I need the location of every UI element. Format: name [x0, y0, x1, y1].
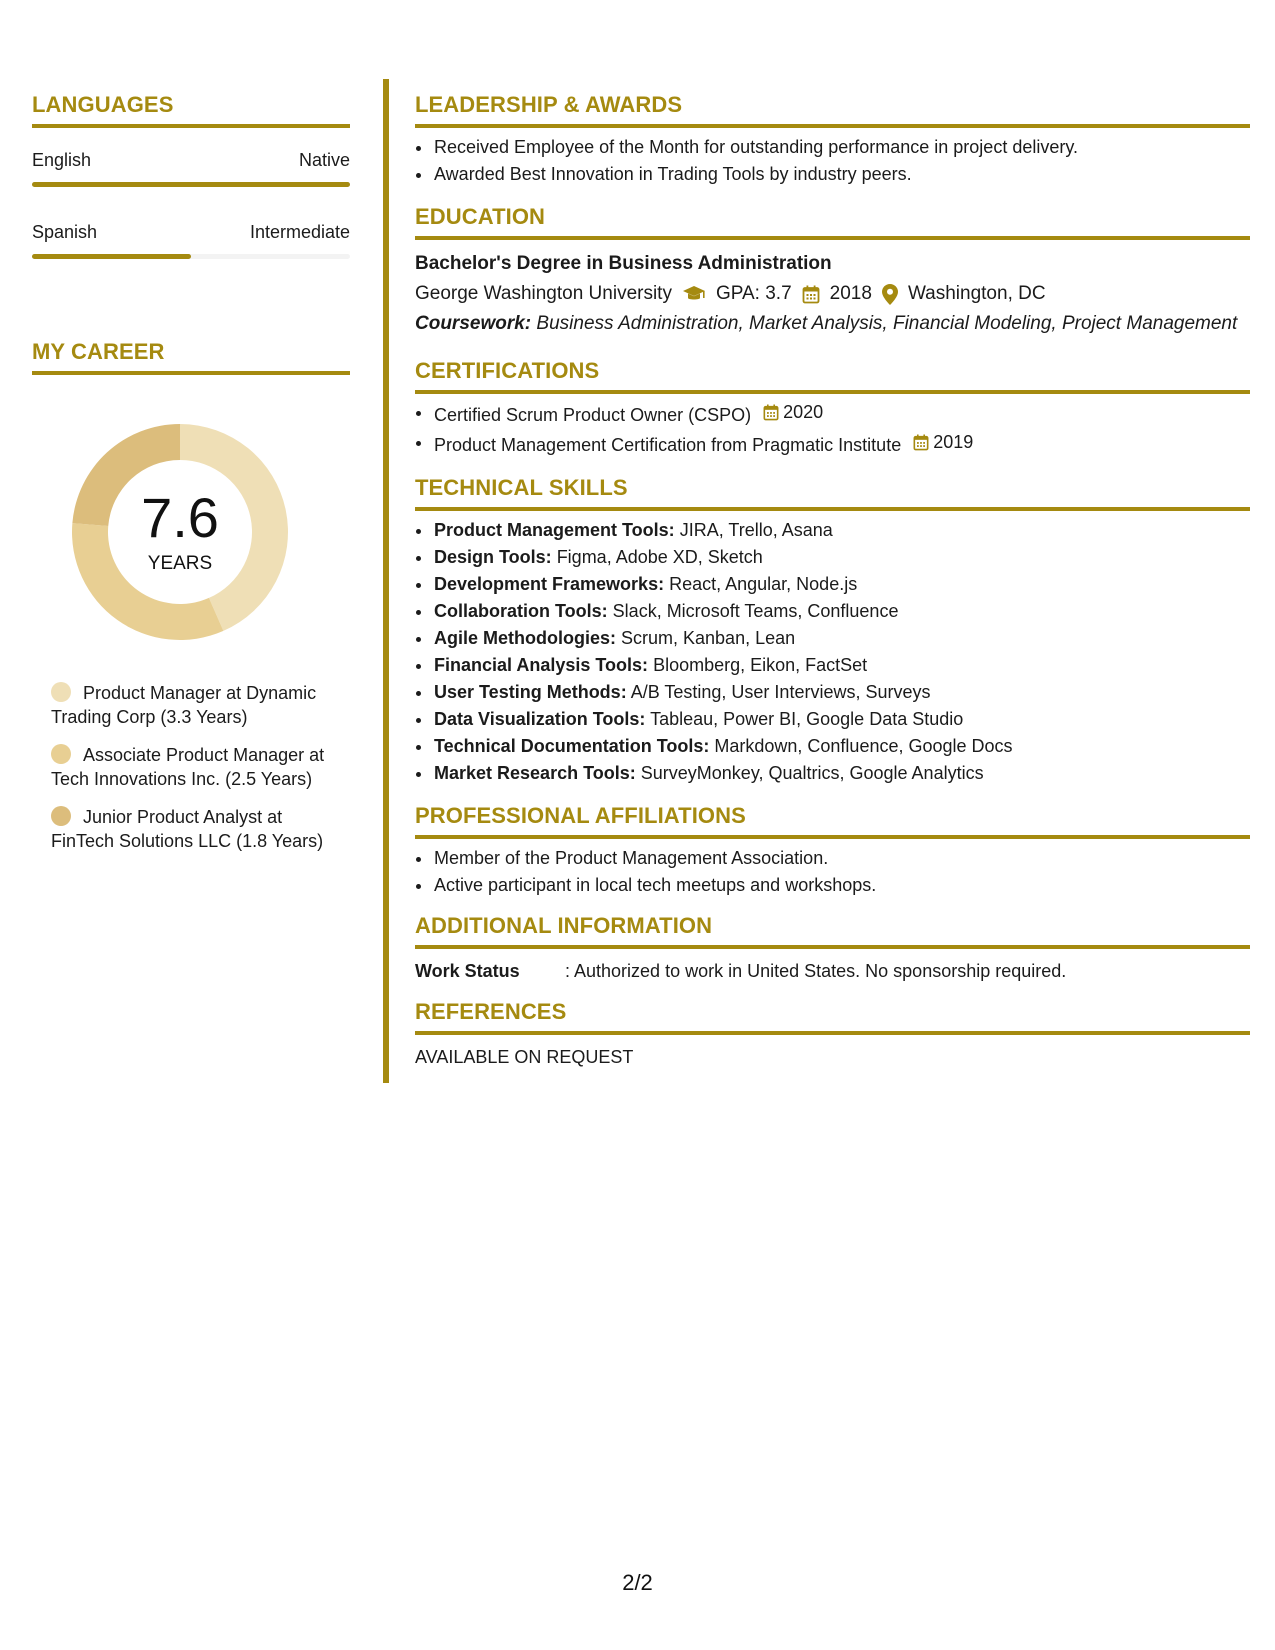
- skill-label: Design Tools:: [434, 547, 552, 567]
- affiliations-title: PROFESSIONAL AFFILIATIONS: [415, 803, 746, 828]
- list-item: [415, 706, 1250, 733]
- skill-label: Financial Analysis Tools:: [434, 655, 649, 675]
- skills-title: TECHNICAL SKILLS: [415, 475, 628, 500]
- technical-skills-section: [415, 475, 1250, 787]
- additional-title: ADDITIONAL INFORMATION: [415, 913, 713, 938]
- skill-label: Data Visualization Tools:: [434, 709, 646, 729]
- skill-value: Slack, Microsoft Teams, Confluence: [612, 601, 899, 621]
- references-section: [415, 999, 1250, 1069]
- career-role-label: Associate Product Manager at Tech Innovations Inc. (2.5 Years): [51, 745, 325, 789]
- career-total-unit: YEARS: [147, 553, 213, 574]
- education-section: [415, 204, 1250, 336]
- right-column: [415, 92, 1250, 1069]
- list-item: [415, 544, 1250, 571]
- section-rule: [32, 124, 350, 128]
- list-item: [415, 399, 1250, 429]
- list-item: [415, 571, 1250, 598]
- list-item: [415, 517, 1250, 544]
- certification-year: 2019: [933, 432, 974, 452]
- list-item: Received Employee of the Month for outstanding performance in project delivery.: [415, 134, 1250, 161]
- school-location: Washington, DC: [907, 283, 1046, 304]
- school-name: George Washington University: [415, 283, 672, 304]
- calendar-icon: [913, 434, 929, 451]
- language-level: Intermediate: [249, 222, 350, 242]
- location-pin-icon: [882, 284, 898, 305]
- language-proficiency-fill: [32, 254, 191, 259]
- career-legend-item: [51, 743, 331, 791]
- skill-value: Scrum, Kanban, Lean: [621, 628, 796, 648]
- language-name: English: [32, 150, 92, 170]
- legend-dot: [51, 806, 71, 826]
- career-legend: [32, 681, 350, 853]
- section-rule: [32, 371, 350, 375]
- skill-value: JIRA, Trello, Asana: [679, 520, 833, 540]
- list-item: [415, 429, 1250, 459]
- certifications-title: CERTIFICATIONS: [415, 358, 600, 383]
- list-item: Active participant in local tech meetups and workshops.: [415, 872, 1250, 899]
- work-status-label: Work Status: [415, 961, 520, 981]
- skill-label: Development Frameworks:: [434, 574, 665, 594]
- skill-label: Agile Methodologies:: [434, 628, 616, 648]
- list-item: Member of the Product Management Association.: [415, 845, 1250, 872]
- references-title: REFERENCES: [415, 999, 567, 1024]
- legend-dot: [51, 744, 71, 764]
- additional-info-section: [415, 913, 1250, 983]
- degree-name: Bachelor's Degree in Business Administration: [415, 253, 832, 274]
- calendar-icon: [763, 404, 779, 421]
- legend-dot: [51, 682, 71, 702]
- list-item: [415, 652, 1250, 679]
- calendar-icon: [802, 285, 820, 304]
- certification-name: Product Management Certification from Pragmatic Institute: [434, 435, 902, 455]
- skill-value: React, Angular, Node.js: [669, 574, 858, 594]
- certifications-list: [415, 399, 1250, 459]
- leadership-title: LEADERSHIP & AWARDS: [415, 92, 683, 117]
- languages-section: [32, 92, 350, 259]
- skill-label: Market Research Tools:: [434, 763, 636, 783]
- section-rule: [415, 124, 1250, 128]
- certifications-section: [415, 358, 1250, 459]
- list-item: [415, 679, 1250, 706]
- affiliations-section: [415, 803, 1250, 899]
- career-section: [32, 339, 350, 853]
- certification-name: Certified Scrum Product Owner (CSPO): [434, 405, 752, 425]
- language-proficiency-bar: [32, 182, 350, 187]
- skill-value: A/B Testing, User Interviews, Surveys: [630, 682, 931, 702]
- section-rule: [415, 945, 1250, 949]
- education-title: EDUCATION: [415, 204, 546, 229]
- gpa: GPA: 3.7: [715, 283, 792, 304]
- language-proficiency-fill: [32, 182, 350, 187]
- career-title: MY CAREER: [32, 339, 165, 364]
- career-legend-item: [51, 805, 331, 853]
- language-name: Spanish: [32, 222, 98, 242]
- list-item: [415, 733, 1250, 760]
- list-item: [415, 625, 1250, 652]
- section-rule: [415, 1031, 1250, 1035]
- list-item: Awarded Best Innovation in Trading Tools by industry peers.: [415, 161, 1250, 188]
- references-text: AVAILABLE ON REQUEST: [415, 1047, 634, 1067]
- skill-label: Product Management Tools:: [434, 520, 675, 540]
- leadership-list: [415, 134, 1250, 188]
- certification-year: 2020: [783, 402, 824, 422]
- work-status-row: [415, 959, 1250, 983]
- language-item: [32, 221, 350, 259]
- affiliations-list: [415, 845, 1250, 899]
- list-item: [415, 598, 1250, 625]
- skill-value: Bloomberg, Eikon, FactSet: [653, 655, 868, 675]
- language-level: Native: [298, 150, 350, 170]
- skill-label: Technical Documentation Tools:: [434, 736, 710, 756]
- education-meta: [415, 282, 1250, 306]
- skill-value: Markdown, Confluence, Google Docs: [714, 736, 1013, 756]
- section-rule: [415, 507, 1250, 511]
- work-status-value: : Authorized to work in United States. No sponsorship required.: [565, 961, 1067, 981]
- career-donut-chart: [65, 417, 295, 647]
- section-rule: [415, 390, 1250, 394]
- skill-label: Collaboration Tools:: [434, 601, 608, 621]
- coursework-list: Business Administration, Market Analysis, Financial Modeling, Project Management: [536, 313, 1238, 334]
- languages-title: LANGUAGES: [32, 92, 174, 117]
- career-role-label: Product Manager at Dynamic Trading Corp (3.3 Years): [51, 683, 317, 727]
- graduation-year: 2018: [829, 283, 872, 304]
- leadership-section: [415, 92, 1250, 188]
- career-role-label: Junior Product Analyst at FinTech Solutions LLC (1.8 Years): [51, 807, 324, 851]
- career-legend-item: [51, 681, 331, 729]
- skill-value: SurveyMonkey, Qualtrics, Google Analytics: [640, 763, 984, 783]
- section-rule: [415, 236, 1250, 240]
- skills-list: [415, 517, 1250, 787]
- page-number: 2/2: [622, 1570, 653, 1595]
- language-proficiency-bar: [32, 254, 350, 259]
- graduation-cap-icon: [682, 285, 706, 303]
- career-total-years: 7.6: [141, 486, 219, 549]
- column-divider: [383, 79, 389, 1083]
- skill-value: Tableau, Power BI, Google Data Studio: [650, 709, 964, 729]
- section-rule: [415, 835, 1250, 839]
- language-item: [32, 149, 350, 187]
- list-item: [415, 760, 1250, 787]
- coursework-label: Coursework:: [415, 313, 532, 334]
- skill-label: User Testing Methods:: [434, 682, 627, 702]
- left-column: [32, 92, 350, 867]
- coursework: [415, 312, 1250, 336]
- skill-value: Figma, Adobe XD, Sketch: [556, 547, 763, 567]
